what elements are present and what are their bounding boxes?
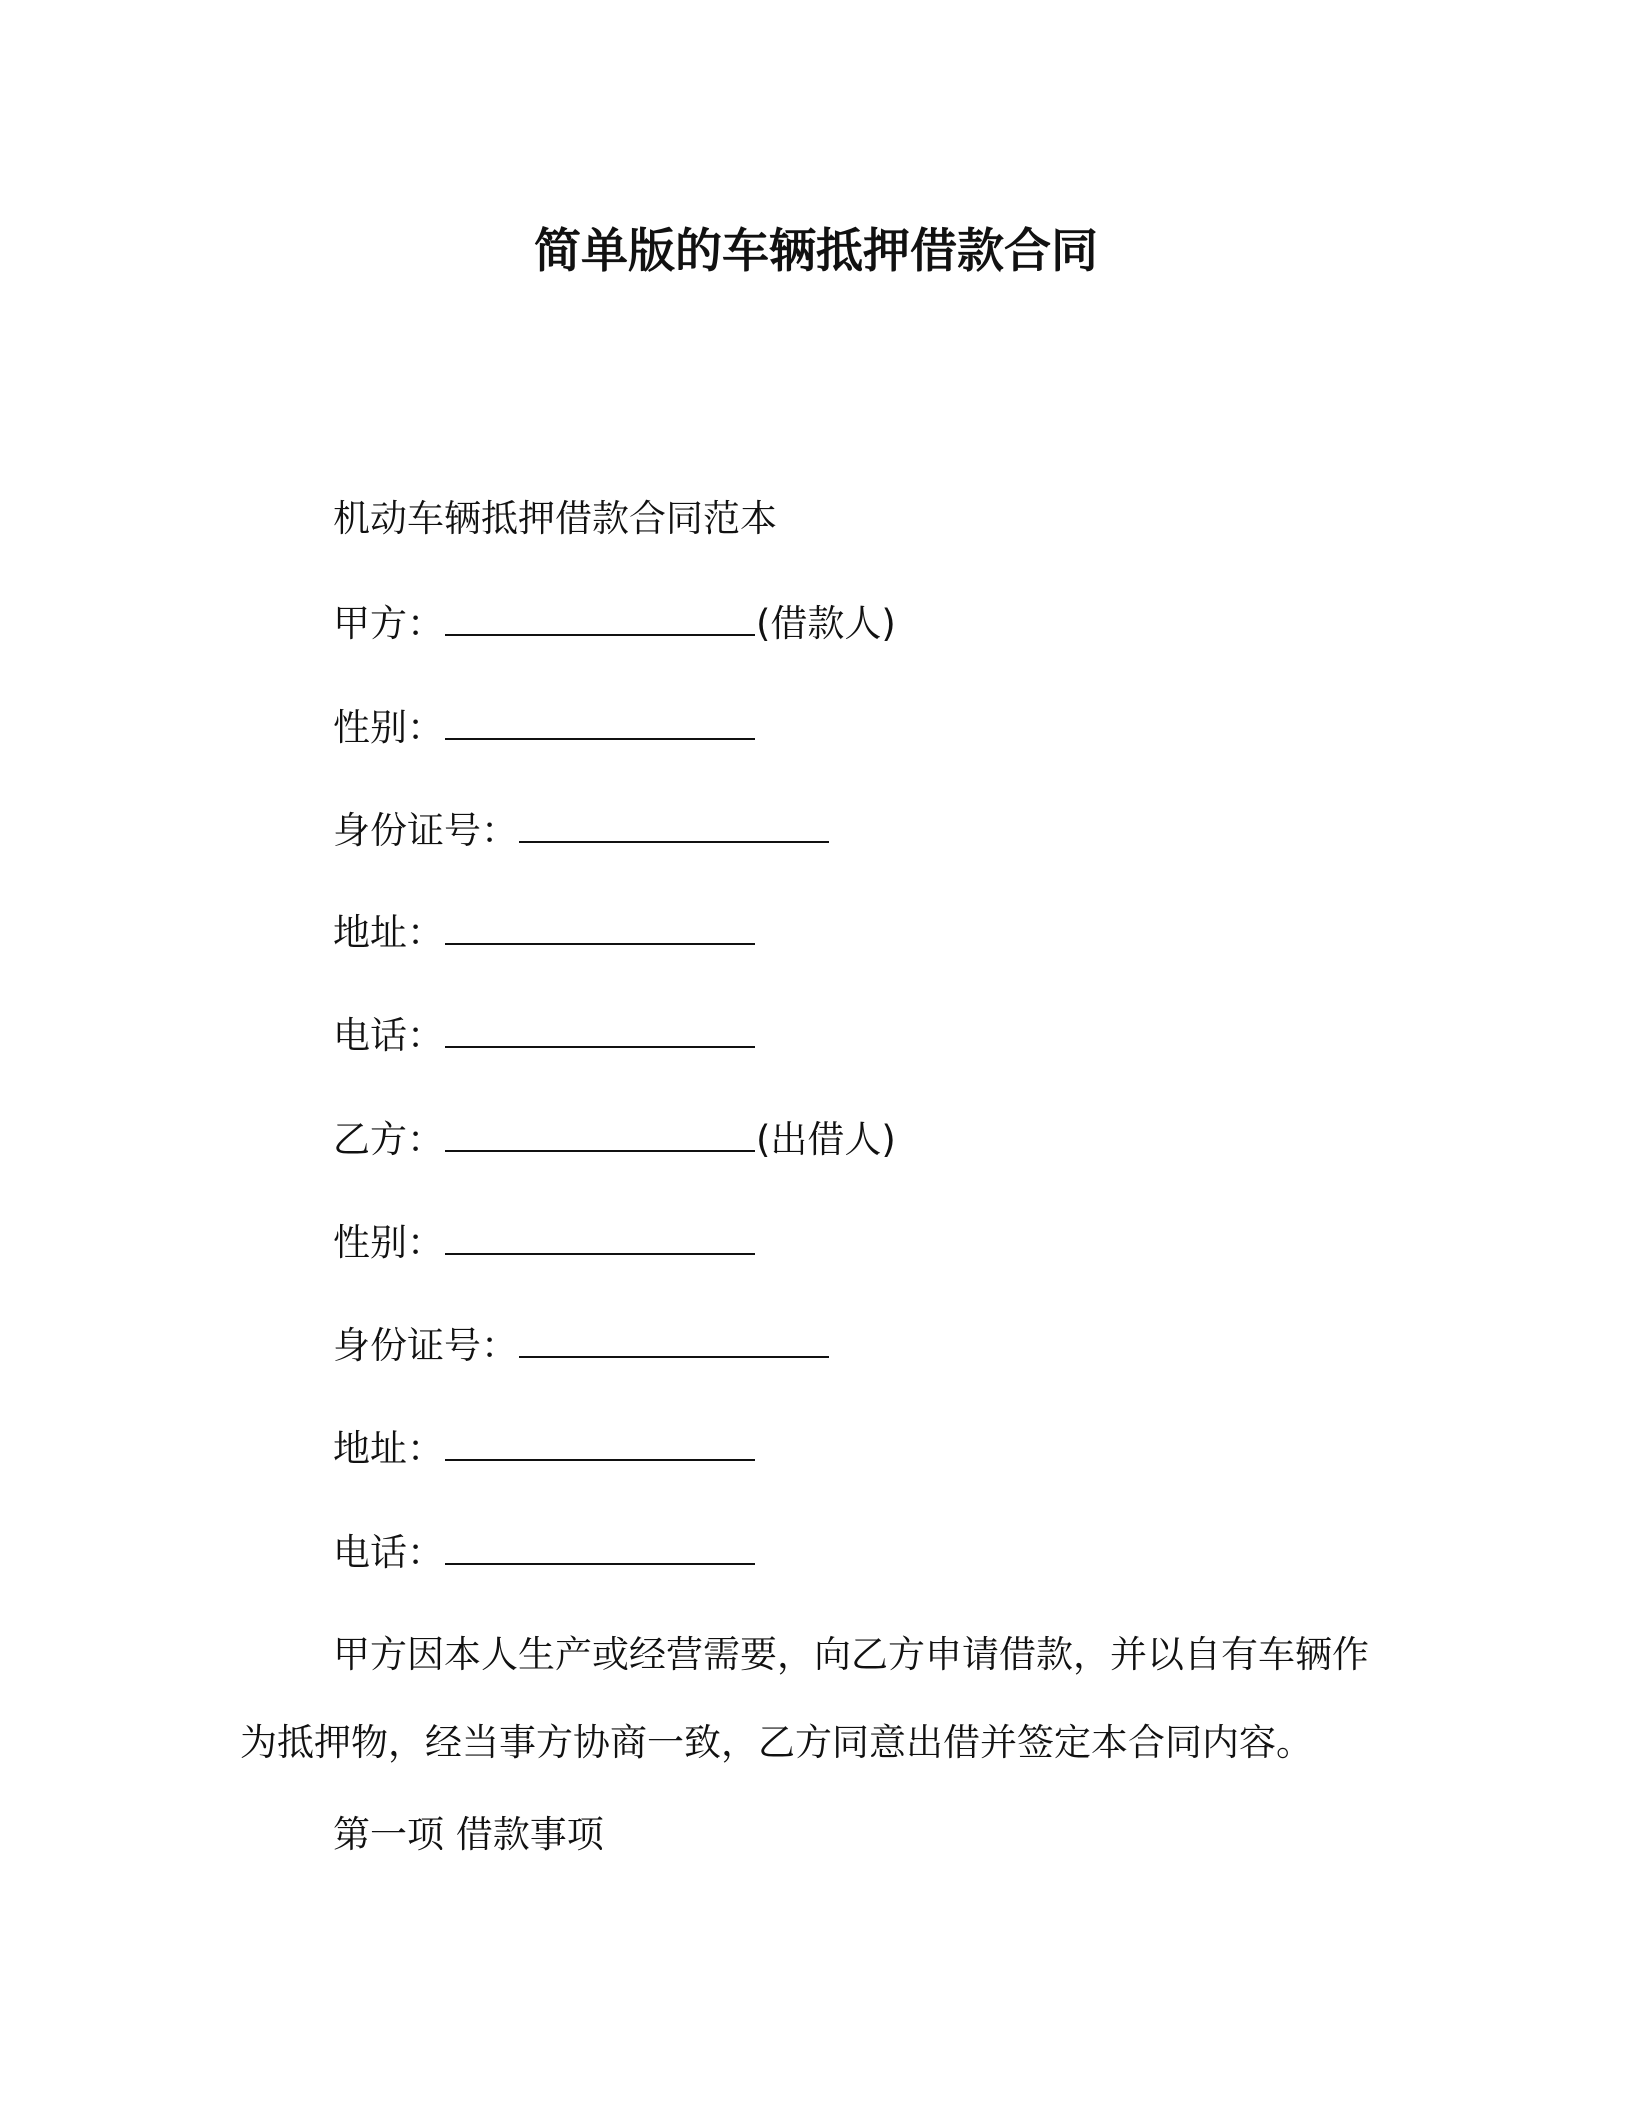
party-a-label: 甲方： xyxy=(333,602,444,645)
party-a-line xyxy=(333,598,896,649)
party-b-id-line xyxy=(333,1320,830,1371)
field-label: 性别： xyxy=(333,706,444,749)
field-label: 地址： xyxy=(333,1427,444,1470)
field-label: 身份证号： xyxy=(333,809,518,852)
field-blank xyxy=(445,1217,755,1255)
party-b-address-line xyxy=(333,1423,756,1474)
party-b-gender-line xyxy=(333,1217,756,1268)
party-a-blank xyxy=(445,598,755,636)
field-blank xyxy=(445,907,755,945)
field-blank xyxy=(445,1423,755,1461)
party-b-line xyxy=(333,1114,896,1165)
field-blank xyxy=(445,1010,755,1048)
field-label: 身份证号： xyxy=(333,1324,518,1367)
party-b-blank xyxy=(445,1114,755,1152)
party-b-label: 乙方： xyxy=(333,1118,444,1161)
field-label: 地址： xyxy=(333,911,444,954)
party-a-role: (借款人) xyxy=(756,602,896,645)
document-title: 简单版的车辆抵押借款合同 xyxy=(534,224,1098,279)
section-1-heading: 第一项 借款事项 xyxy=(333,1813,604,1856)
party-a-phone-line xyxy=(333,1010,756,1061)
field-blank xyxy=(445,702,755,740)
field-blank xyxy=(519,1320,829,1358)
field-label: 电话： xyxy=(333,1531,444,1574)
party-b-role: (出借人) xyxy=(756,1118,896,1161)
party-a-gender-line xyxy=(333,702,756,753)
party-b-phone-line xyxy=(333,1527,756,1578)
field-label: 性别： xyxy=(333,1221,444,1264)
intro-line-2: 为抵押物，经当事方协商一致，乙方同意出借并签定本合同内容。 xyxy=(240,1721,1313,1764)
intro-line-1: 甲方因本人生产或经营需要，向乙方申请借款，并以自有车辆作 xyxy=(333,1633,1369,1676)
intro-paragraph xyxy=(240,1630,1400,1768)
field-blank xyxy=(445,1527,755,1565)
field-blank xyxy=(519,805,829,843)
party-a-id-line xyxy=(333,805,830,856)
party-a-address-line xyxy=(333,907,756,958)
subtitle: 机动车辆抵押借款合同范本 xyxy=(333,497,777,540)
field-label: 电话： xyxy=(333,1014,444,1057)
